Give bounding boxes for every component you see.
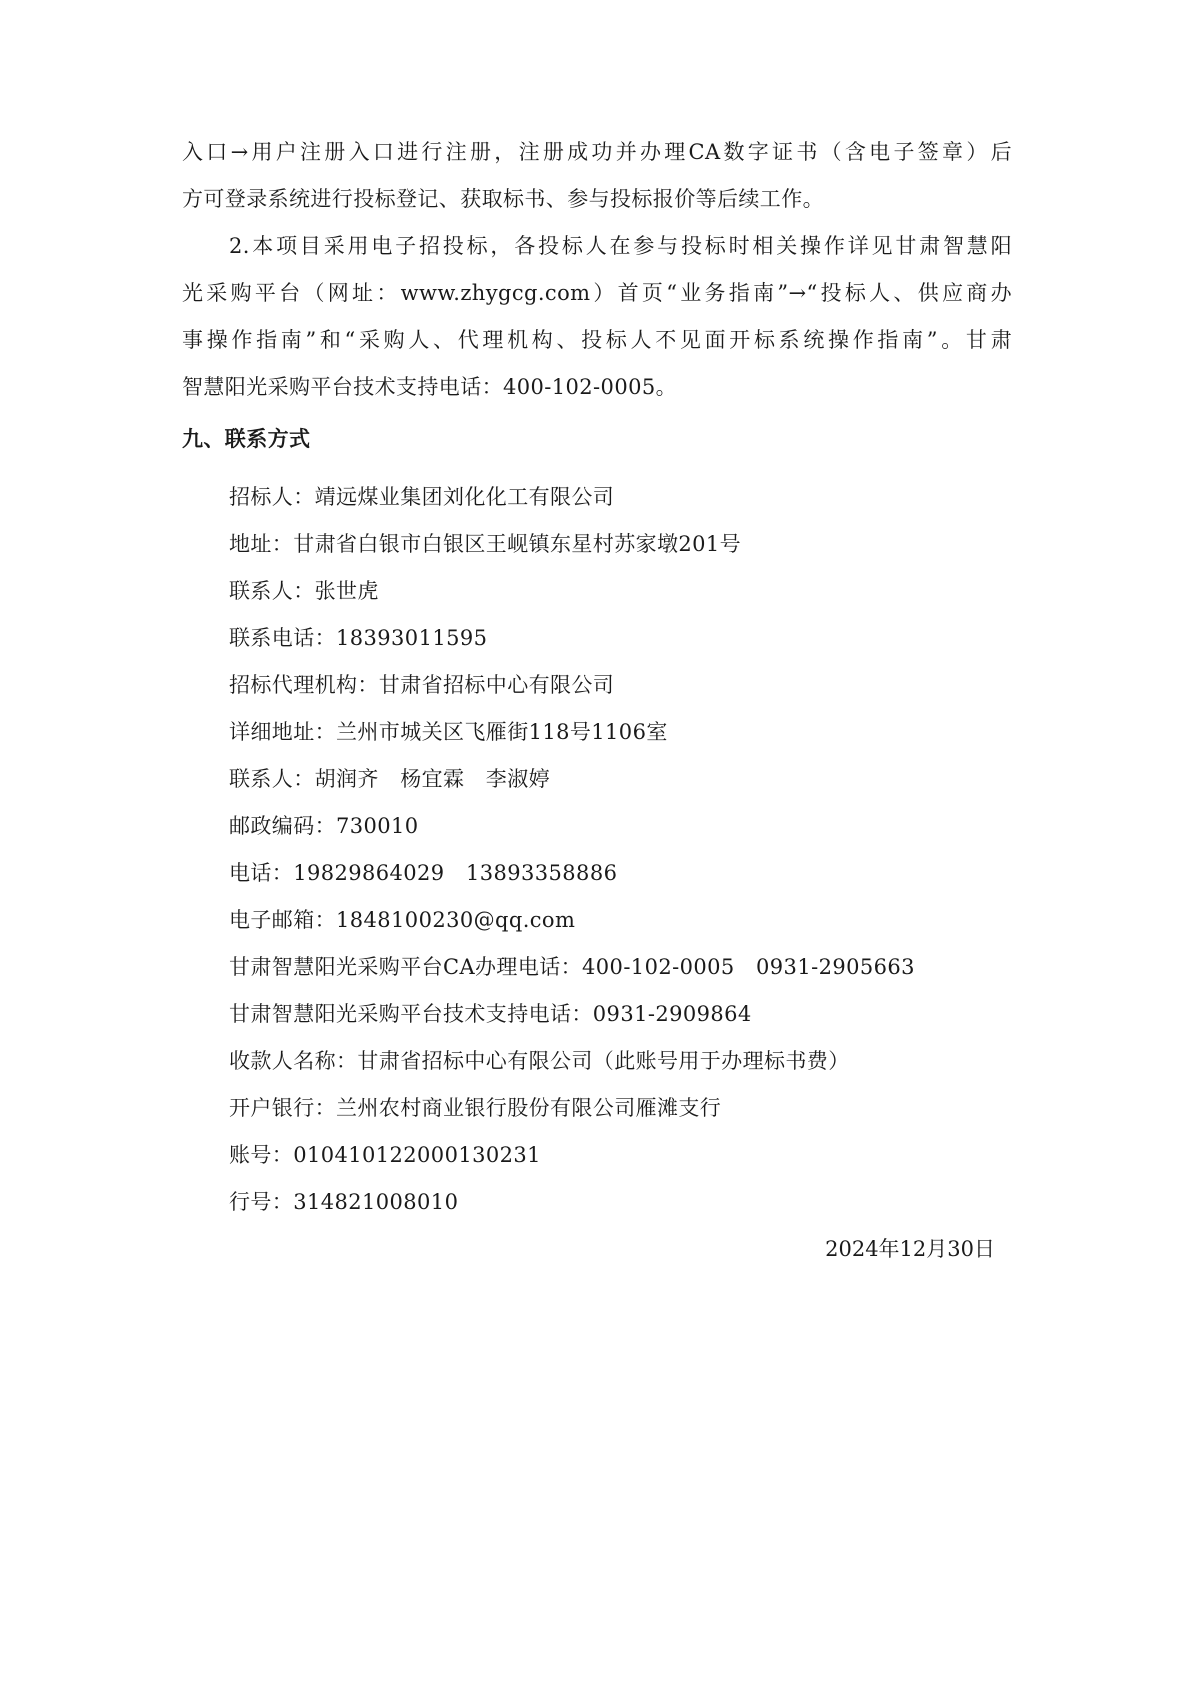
contact-line: 账号：010410122000130231 bbox=[229, 1143, 541, 1167]
paragraph-line: 入口→用户注册入口进行注册，注册成功并办理CA数字证书（含电子签章）后 bbox=[182, 140, 1012, 164]
contact-line: 收款人名称：甘肃省招标中心有限公司（此账号用于办理标书费） bbox=[229, 1049, 850, 1073]
paragraph-line: 事操作指南”和“采购人、代理机构、投标人不见面开标系统操作指南”。甘肃 bbox=[182, 328, 1012, 352]
contact-line: 电话：19829864029 13893358886 bbox=[229, 861, 618, 885]
contact-line: 开户银行：兰州农村商业银行股份有限公司雁滩支行 bbox=[229, 1096, 722, 1120]
paragraph-line: 2.本项目采用电子招投标，各投标人在参与投标时相关操作详见甘肃智慧阳 bbox=[229, 234, 1012, 258]
contact-line: 地址：甘肃省白银市白银区王岘镇东星村苏家墩201号 bbox=[229, 532, 742, 556]
document-date: 2024年12月30日 bbox=[825, 1237, 995, 1261]
contact-line: 联系人：胡润齐 杨宜霖 李淑婷 bbox=[229, 767, 550, 791]
paragraph-line: 光采购平台（网址：www.zhygcg.com）首页“业务指南”→“投标人、供应商办 bbox=[182, 281, 1012, 305]
contact-line: 详细地址：兰州市城关区飞雁街118号1106室 bbox=[229, 720, 668, 744]
contact-line: 行号：314821008010 bbox=[229, 1190, 459, 1214]
contact-line: 电子邮箱：1848100230@qq.com bbox=[229, 908, 576, 932]
paragraph-line: 方可登录系统进行投标登记、获取标书、参与投标报价等后续工作。 bbox=[182, 187, 824, 211]
paragraph-line: 智慧阳光采购平台技术支持电话：400-102-0005。 bbox=[182, 375, 677, 399]
contact-line: 招标人：靖远煤业集团刘化化工有限公司 bbox=[229, 485, 615, 509]
contact-line: 招标代理机构：甘肃省招标中心有限公司 bbox=[229, 673, 615, 697]
contact-line: 邮政编码：730010 bbox=[229, 814, 419, 838]
contact-line: 甘肃智慧阳光采购平台CA办理电话：400-102-0005 0931-2905663 bbox=[229, 955, 915, 979]
contact-line: 甘肃智慧阳光采购平台技术支持电话：0931-2909864 bbox=[229, 1002, 752, 1026]
contact-line: 联系人：张世虎 bbox=[229, 579, 379, 603]
contact-line: 联系电话：18393011595 bbox=[229, 626, 488, 650]
section-heading: 九、联系方式 bbox=[182, 427, 311, 451]
